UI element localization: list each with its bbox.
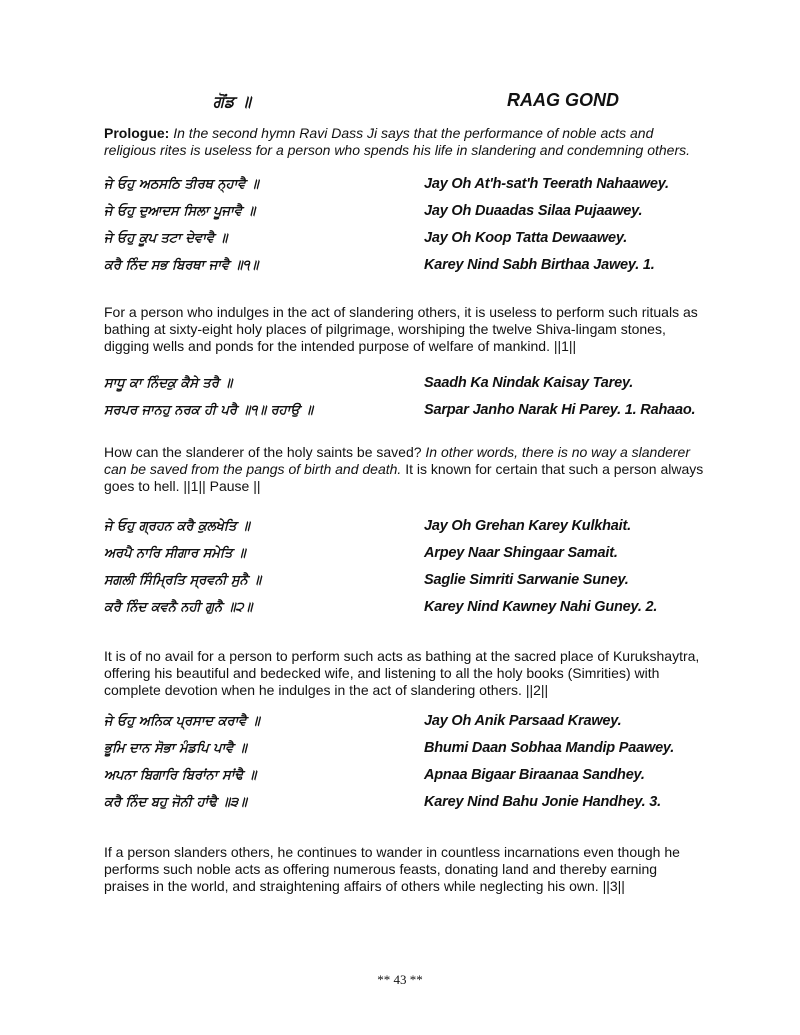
verse-transliteration: Apnaa Bigaar Biraanaa Sandhey. xyxy=(424,767,645,783)
prologue xyxy=(104,125,704,159)
verse-gurmukhi: ਸਗਲੀ ਸਿੰਮ੍ਰਿਤਿ ਸ੍ਰਵਨੀ ਸੁਨੈ ॥ xyxy=(104,573,262,588)
verse-transliteration: Jay Oh Koop Tatta Dewaawey. xyxy=(424,230,628,246)
explanation-2 xyxy=(104,444,704,495)
verse-block-4 xyxy=(104,714,704,822)
explanation-text: For a person who indulges in the act of slandering others, it is useless to perform such rituals as bathing at sixty-eight holy places of pilgrimage, worshiping the twelve Shiva-lingam stones, digging wells and ponds for the intended purpose of welfare of mankind. ||1|| xyxy=(104,304,698,354)
verse-gurmukhi: ਜੇ ਓਹੁ ਅਠਸਠਿ ਤੀਰਥ ਨ੍ਹਾਵੈ ॥ xyxy=(104,177,259,192)
prologue-label: Prologue: xyxy=(104,125,170,141)
explanation-4 xyxy=(104,844,704,895)
verse-transliteration: Jay Oh At'h-sat'h Teerath Nahaawey. xyxy=(424,176,669,192)
verse-block-3 xyxy=(104,519,704,627)
verse-block-2 xyxy=(104,376,704,430)
explanation-text: How can the slanderer of the holy saints be saved? xyxy=(104,444,422,460)
verse-transliteration: Bhumi Daan Sobhaa Mandip Paawey. xyxy=(424,740,675,756)
verse-line xyxy=(104,204,704,231)
verse-gurmukhi: ਅਪਨਾ ਬਿਗਾਰਿ ਬਿਰਾਂਨਾ ਸਾਂਢੈ ॥ xyxy=(104,768,257,783)
verse-line xyxy=(104,546,704,573)
verse-transliteration: Jay Oh Grehan Karey Kulkhait. xyxy=(424,518,631,534)
verse-block-1 xyxy=(104,177,704,285)
verse-transliteration: Arpey Naar Shingaar Samait. xyxy=(424,545,618,561)
verse-gurmukhi: ਸਾਧੂ ਕਾ ਨਿੰਦਕੁ ਕੈਸੇ ਤਰੈ ॥ xyxy=(104,376,233,391)
verse-transliteration: Sarpar Janho Narak Hi Parey. 1. Rahaao. xyxy=(424,402,696,418)
verse-gurmukhi: ਕਰੈ ਨਿੰਦ ਕਵਨੈ ਨਹੀ ਗੁਨੈ ॥੨॥ xyxy=(104,600,253,615)
prologue-text: In the second hymn Ravi Dass Ji says that the performance of noble acts and religious rites is useless for a person who spends his life in slandering and condemning others. xyxy=(104,125,690,158)
verse-gurmukhi: ਜੇ ਓਹੁ ਗ੍ਰਹਨ ਕਰੈ ਕੁਲਖੇਤਿ ॥ xyxy=(104,519,250,534)
verse-transliteration: Karey Nind Kawney Nahi Guney. 2. xyxy=(424,599,658,615)
verse-transliteration: Karey Nind Sabh Birthaa Jawey. 1. xyxy=(424,257,655,273)
explanation-text: If a person slanders others, he continues to wander in countless incarnations even though he performs such noble acts as offering numerous feasts, donating land and thereby earning praises in the world, and straightening affairs of others while neglecting his own. ||3|| xyxy=(104,844,680,894)
verse-transliteration: Jay Oh Duaadas Silaa Pujaawey. xyxy=(424,203,643,219)
verse-line xyxy=(104,795,704,822)
verse-transliteration: Saglie Simriti Sarwanie Suney. xyxy=(424,572,629,588)
verse-line xyxy=(104,258,704,285)
page-number: ** 43 ** xyxy=(377,972,423,987)
explanation-text: It is known for certain that such a person always goes to hell. ||1|| Pause || xyxy=(104,461,704,494)
verse-transliteration: Jay Oh Anik Parsaad Krawey. xyxy=(424,713,622,729)
verse-gurmukhi: ਅਰਪੈ ਨਾਰਿ ਸੀਗਾਰ ਸਮੇਤਿ ॥ xyxy=(104,546,246,561)
verse-line xyxy=(104,600,704,627)
raag-heading-english: RAAG GOND xyxy=(507,90,619,110)
verse-transliteration: Karey Nind Bahu Jonie Handhey. 3. xyxy=(424,794,662,810)
verse-gurmukhi: ਕਰੈ ਨਿੰਦ ਸਭ ਬਿਰਥਾ ਜਾਵੈ ॥੧॥ xyxy=(104,258,259,273)
verse-line xyxy=(104,573,704,600)
verse-gurmukhi: ਜੇ ਓਹੁ ਅਨਿਕ ਪ੍ਰਸਾਦ ਕਰਾਵੈ ॥ xyxy=(104,714,260,729)
verse-line xyxy=(104,376,704,403)
verse-line xyxy=(104,741,704,768)
verse-line xyxy=(104,403,704,430)
explanation-text-italic: In other words, there is no way a slanderer can be saved from the pangs of birth and death. xyxy=(104,444,690,477)
raag-heading-gurmukhi: ਗੋਂਡ ॥ xyxy=(213,92,251,111)
verse-line xyxy=(104,177,704,204)
verse-line xyxy=(104,714,704,741)
verse-gurmukhi: ਕਰੈ ਨਿੰਦ ਬਹੁ ਜੋਨੀ ਹਾਂਢੈ ॥੩॥ xyxy=(104,795,247,810)
verse-line xyxy=(104,768,704,795)
explanation-1 xyxy=(104,304,704,355)
verse-gurmukhi: ਜੇ ਓਹੁ ਦੁਆਦਸ ਸਿਲਾ ਪੂਜਾਵੈ ॥ xyxy=(104,204,256,219)
verse-transliteration: Saadh Ka Nindak Kaisay Tarey. xyxy=(424,375,634,391)
explanation-3 xyxy=(104,648,704,699)
verse-line xyxy=(104,231,704,258)
explanation-text: It is of no avail for a person to perform such acts as bathing at the sacred place of Kurukshaytra, offering his beautiful and bedecked wife, and listening to all the holy books (Simrities) with complete devotion when he indulges in the act of slandering others. ||2|| xyxy=(104,648,700,698)
verse-gurmukhi: ਸਰਪਰ ਜਾਨਹੁ ਨਰਕ ਹੀ ਪਰੈ ॥੧॥ ਰਹਾਉ ॥ xyxy=(104,403,314,418)
verse-line xyxy=(104,519,704,546)
verse-gurmukhi: ਜੇ ਓਹੁ ਕੂਪ ਤਟਾ ਦੇਵਾਵੈ ॥ xyxy=(104,231,228,246)
verse-gurmukhi: ਭੂਮਿ ਦਾਨ ਸੋਭਾ ਮੰਡਪਿ ਪਾਵੈ ॥ xyxy=(104,741,247,756)
